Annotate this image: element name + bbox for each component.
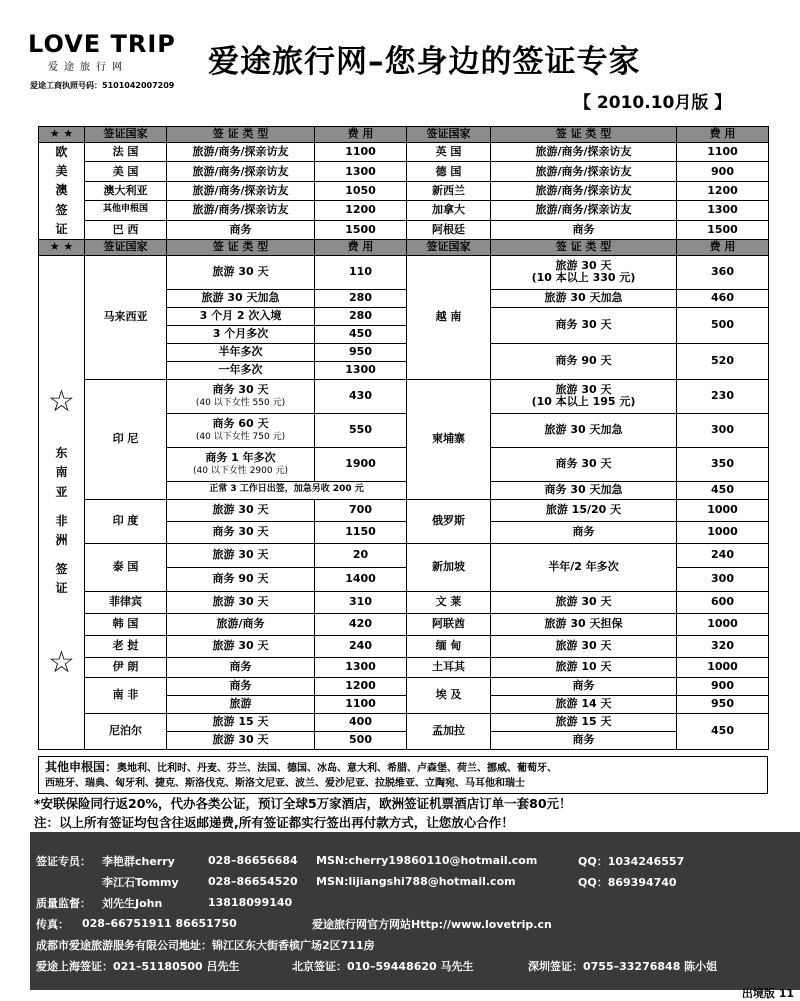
table-row: 旅游 1100 旅游 14 天 950 [39,695,769,713]
col-country: 签证国家 [407,127,491,143]
table-row: 南 非 商务 1200 埃 及 商务 900 [39,677,769,695]
region-label-asia-africa: ☆ 东 南 亚 非 洲 签 证 ☆ [39,255,85,749]
license-number: 爱途工商执照号码：5101042007209 [30,81,175,90]
notice-text: *安联保险同行返20%，代办各类公证，预订全球5万家酒店，欧洲签证机票酒店订单一套80元！ 注：以上所有签证均包含往返邮递费,所有签证都实行签出再付款方式，让您放心合作！ [34,796,572,830]
section1-stars: ★ ★ [39,127,85,143]
table-row: 其他申根国 旅游/商务/探亲访友 1200 加拿大 旅游/商务/探亲访友 1300 [39,201,769,220]
table-row: 欧 美 澳 签 证 法 国 旅游/商务/探亲访友 1100 英 国 旅游/商务/探亲访友 1100 [39,143,769,162]
col-country: 签证国家 [85,127,167,143]
contact-row: 李江石Tommy 028–86654520 MSN:lijiangshi788@hotmail.com QQ：869394740 [102,875,677,889]
contact-row: 爱途上海签证：021–51180500 吕先生 北京签证：010–59448620 马先生 深圳签证：0755–33276848 陈小姐 [36,959,718,973]
section2-stars: ★ ★ [39,239,85,255]
contact-row: 签证专员： 李艳群cherry 028–86656684 MSN:cherry19860110@hotmail.com QQ：1034246557 [36,854,685,868]
table-row: ☆ 东 南 亚 非 洲 签 证 ☆ 马来西亚 旅游 30 天 110 越 南 旅游 30 天 (10 本以上 330 元) 360 [39,255,769,289]
table-row: 巴 西 商务 1500 阿根廷 商务 1500 [39,220,769,239]
page-number: 出境版 11 [741,987,794,1000]
col-fee: 费 用 [677,127,769,143]
table-row: 商务 60 天 (40 以下女性 750 元) 550 旅游 30 天加急 300 [39,413,769,447]
logo-subtext: 爱途旅行网 [48,62,128,73]
table-row: 商务 30 天 1150 商务 1000 [39,521,769,543]
visa-price-table [38,126,769,750]
table-row: 正常 3 工作日出签，加急另收 200 元 商务 30 天加急 450 [39,481,769,499]
schengen-country-list: 其他申根国：奥地利、比利时、丹麦、芬兰、法国、德国、冰岛、意大利、希腊、卢森堡、荷兰、挪威、葡萄牙、 西班牙、瑞典、匈牙利、捷克、斯洛伐克、斯洛文尼亚、波兰、爱沙尼亚、拉脱维亚、立陶宛、马耳他和瑞士 [38,756,768,794]
table-row: 一年多次 1300 [39,361,769,379]
contact-panel [30,832,800,990]
table-row: 3 个月 2 次入境 280 商务 30 天 500 [39,307,769,325]
table-row: 商务 90 天 1400 300 [39,567,769,591]
page-title: 爱途旅行网–您身边的签证专家 [208,44,641,80]
table-row: 伊 朗 商务 1300 土耳其 旅游 10 天 1000 [39,657,769,677]
table-row: 商务 1 年多次 (40 以下女性 2900 元) 1900 商务 30 天 350 [39,447,769,481]
edition-label: 【 2010.10月版 】 [574,93,732,113]
star-icon: ☆ [48,384,75,420]
contact-row: 成都市爱途旅游服务有限公司地址：锦江区东大街香槟广场2区711房 [36,938,375,952]
logo-text: LOVE TRIP [28,30,176,58]
table-row: 印 度 旅游 30 天 700 俄罗斯 旅游 15/20 天 1000 [39,499,769,521]
table-row: 澳大利亚 旅游/商务/探亲访友 1050 新西兰 旅游/商务/探亲访友 1200 [39,181,769,200]
table-row: 泰 国 旅游 30 天 20 新加坡 半年/2 年多次 240 [39,543,769,567]
section1-header-row [39,127,769,143]
section2-header-row: ★ ★ 签证国家 签 证 类 型 费 用 签证国家 签 证 类 型 费 用 [39,239,769,255]
table-row: 旅游 30 天 500 商务 [39,731,769,749]
table-row: 美 国 旅游/商务/探亲访友 1300 德 国 旅游/商务/探亲访友 900 [39,162,769,181]
table-row: 尼泊尔 旅游 15 天 400 孟加拉 旅游 15 天 450 [39,713,769,731]
star-icon: ☆ [48,644,75,680]
table-row: 菲律宾 旅游 30 天 310 文 莱 旅游 30 天 600 [39,591,769,613]
table-row: 印 尼 商务 30 天 (40 以下女性 550 元) 430 柬埔寨 旅游 30 天 (10 本以上 195 元) 230 [39,379,769,413]
table-row: 半年多次 950 商务 90 天 520 [39,343,769,361]
col-fee: 费 用 [315,127,407,143]
table-row: 旅游 30 天加急 280 旅游 30 天加急 460 [39,289,769,307]
col-type: 签 证 类 型 [491,127,677,143]
table-row: 3 个月多次 450 [39,325,769,343]
table-row: 韩 国 旅游/商务 420 阿联酋 旅游 30 天担保 1000 [39,613,769,635]
contact-row: 传真： 028–66751911 86651750 爱途旅行网官方网站Http://www.lovetrip.cn [36,917,552,931]
table-row: 老 挝 旅游 30 天 240 缅 甸 旅游 30 天 320 [39,635,769,657]
logo [28,30,178,76]
contact-row: 质量监督： 刘先生John 13818099140 [36,896,293,910]
region-label-europe: 欧 美 澳 签 证 [39,143,85,240]
col-type: 签 证 类 型 [167,127,315,143]
